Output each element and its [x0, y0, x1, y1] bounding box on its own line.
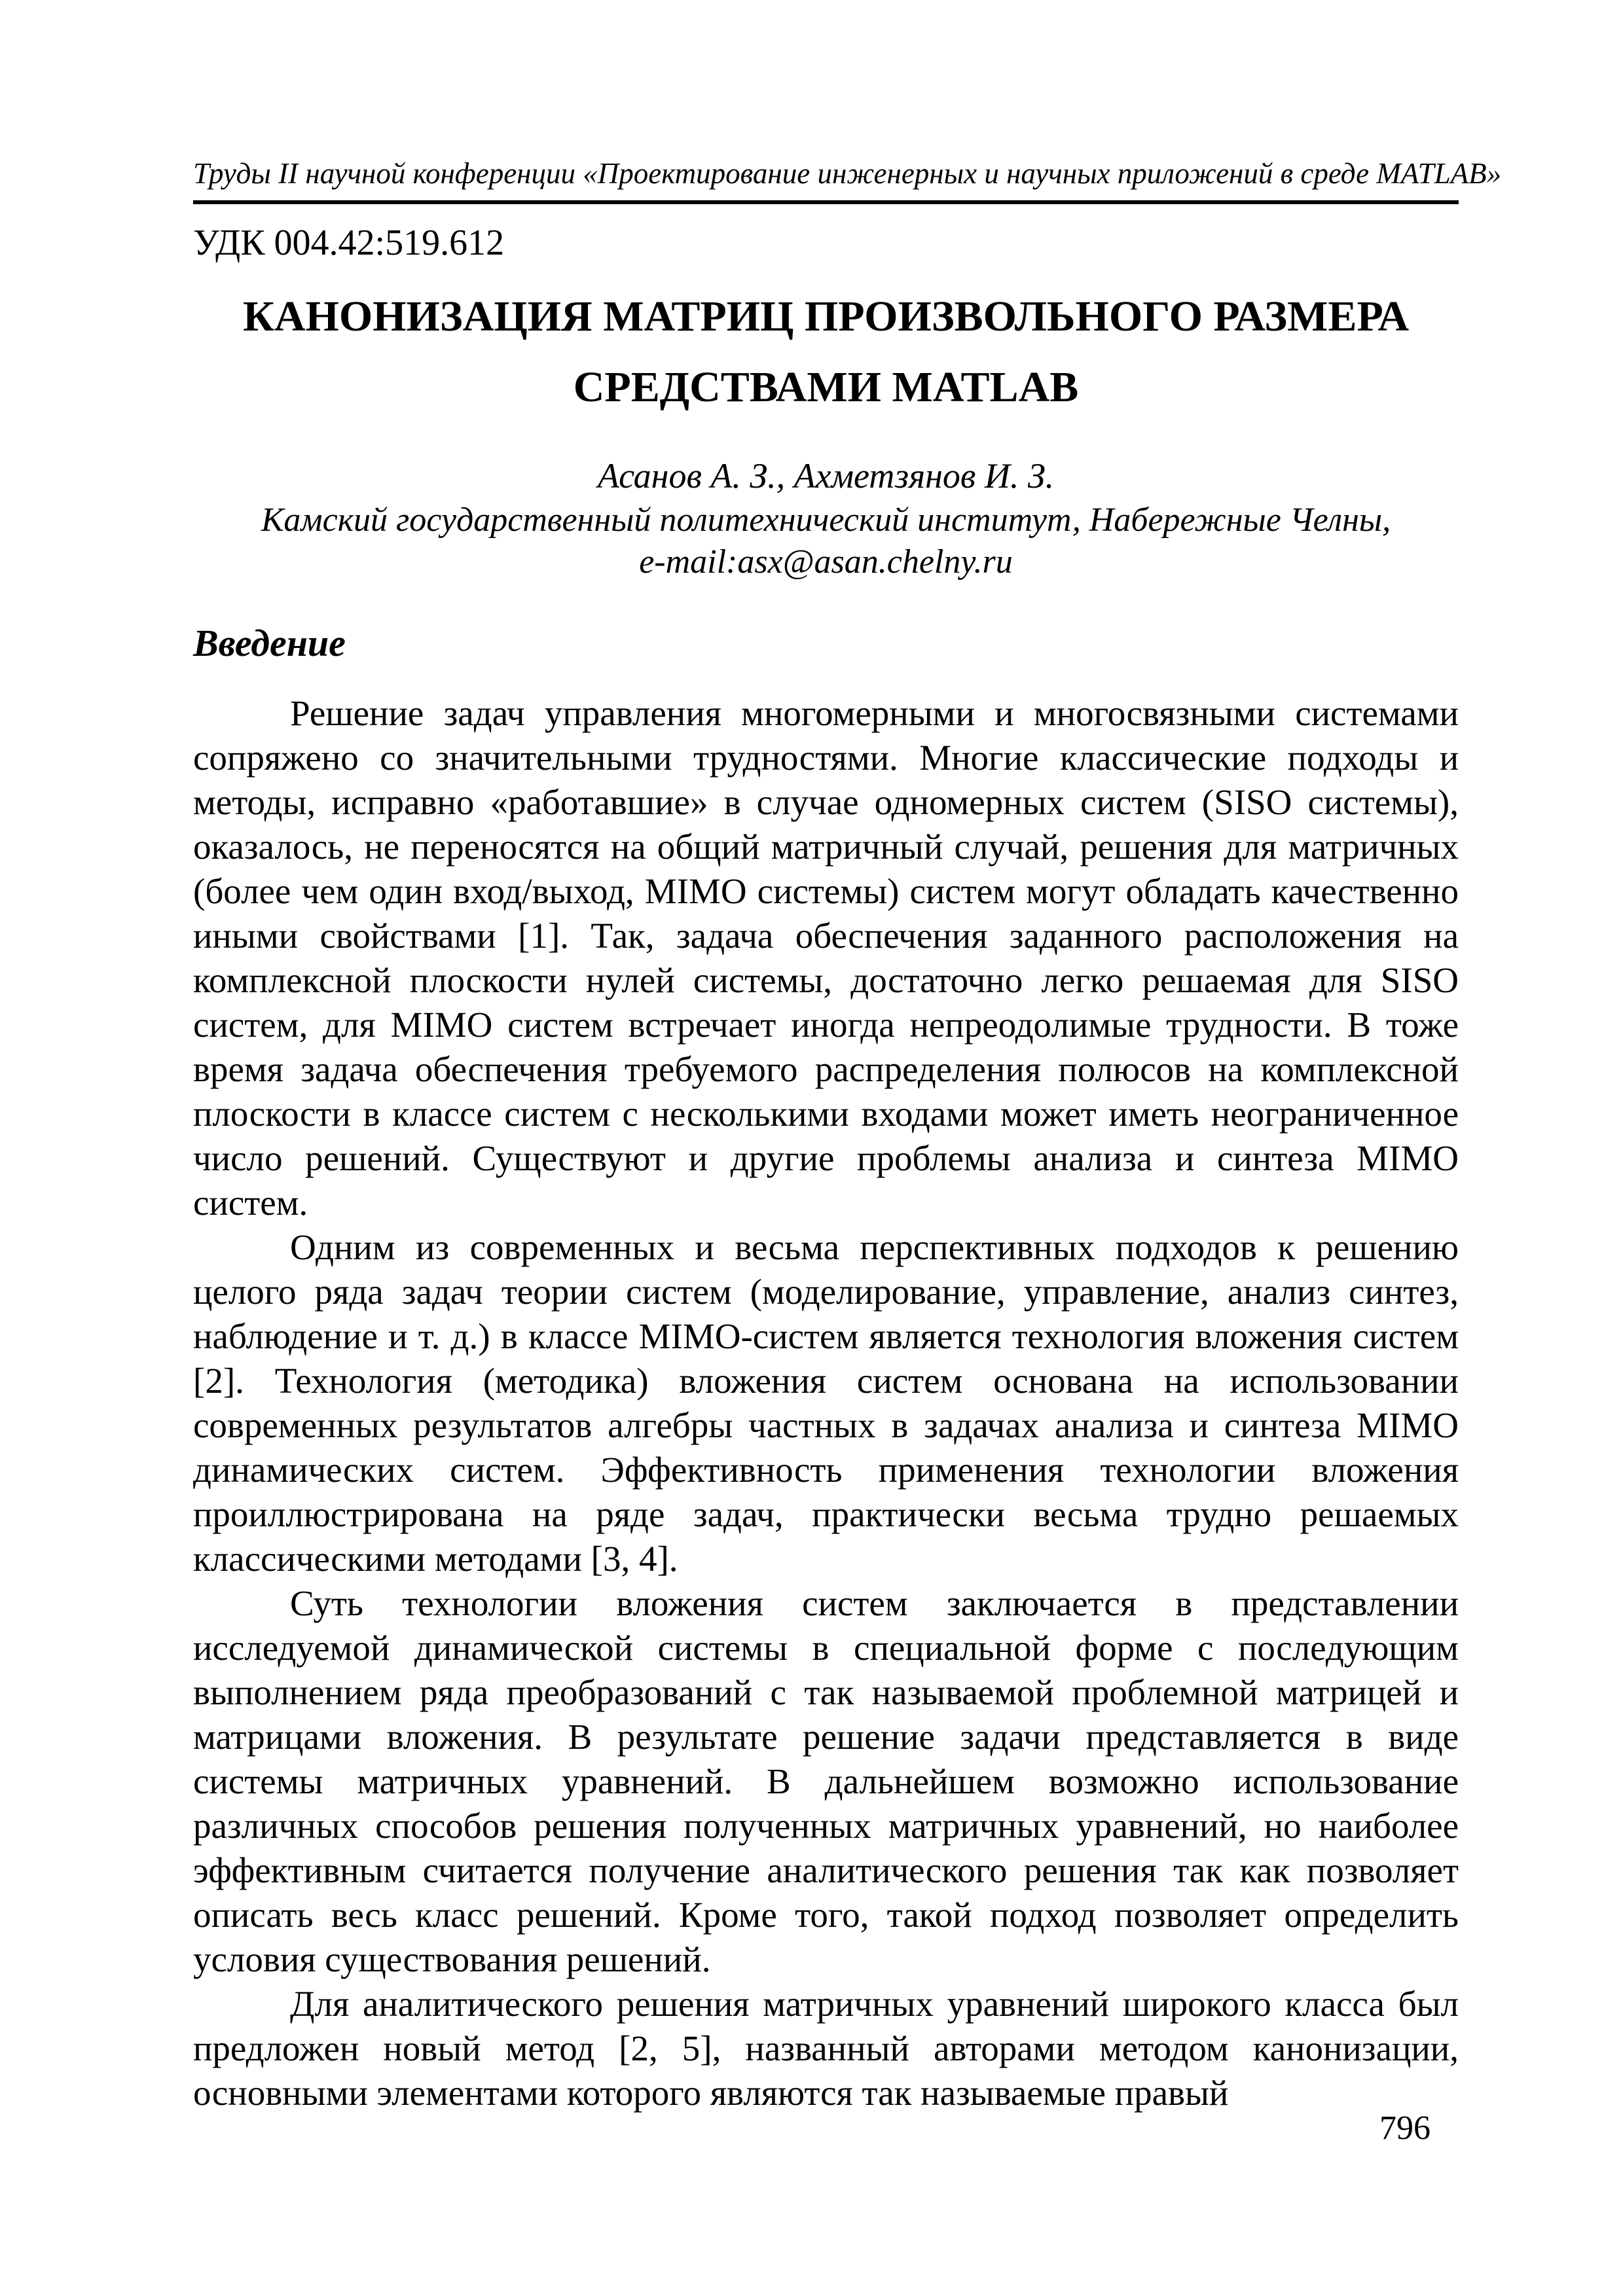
paper-title-line1: КАНОНИЗАЦИЯ МАТРИЦ ПРОИЗВОЛЬНОГО РАЗМЕРА — [243, 293, 1409, 340]
paragraph-2: Одним из современных и весьма перспективных подходов к решению целого ряда задач теории систем (моделирование, управление, анализ синтез, наблюдение и т. д.) в классе MIMO-систем является технология вложения систем [2]. Технология (методика) вложения систем основана на использовании современных результатов алгебры частных в задачах анализа и синтеза MIMO динамических систем. Эффективность применения технологии вложения проиллюстрирована на ряде задач, практически весьма трудно решаемых классическими методами [3, 4]. — [193, 1227, 1459, 1579]
affiliation-line: Камский государственный политехнический институт, Набережные Челны, — [261, 501, 1391, 539]
paragraph-3: Суть технологии вложения систем заключается в представлении исследуемой динамической системы в специальной форме с последующим выполнением ряда преобразований с так называемой проблемной матрицей и матрицами вложения. В результате решение задачи представляется в виде системы матричных уравнений. В дальнейшем возможно использование различных способов решения полученных матричных уравнений, но наиболее эффективным считается получение аналитического решения так как позволяет описать весь класс решений. Кроме того, такой подход позволяет определить условия существования решений. — [193, 1583, 1459, 1979]
paragraph-1: Решение задач управления многомерными и многосвязными системами сопряжено со значительными трудностями. Многие классические подходы и методы, исправно «работавшие» в случае одномерных систем (SISO системы), оказалось, не переносятся на общий матричный случай, решения для матричных (более чем один вход/выход, MIMO системы) систем могут обладать качественно иными свойствами [1]. Так, задача обеспечения заданного расположения на комплексной плоскости нулей системы, достаточно легко решаемая для SISO систем, для MIMO систем встречает иногда непреодолимые трудности. В тоже время задача обеспечения требуемого распределения полюсов на комплексной плоскости в классе систем с несколькими входами может иметь неограниченное число решений. Существуют и другие проблемы анализа и синтеза MIMO систем. — [193, 693, 1459, 1223]
authors-line: Асанов А. З., Ахметзянов И. З. — [597, 456, 1055, 495]
running-head — [193, 156, 1502, 204]
introduction-body — [193, 691, 1459, 2115]
email-line: e-mail:asx@asan.chelny.ru — [639, 543, 1013, 581]
paragraph-4: Для аналитического решения матричных уравнений широкого класса был предложен новый метод [2, 5], названный авторами методом канонизации, основными элементами которого являются так называемые правый — [193, 1984, 1459, 2113]
paper-title-line2: СРЕДСТВАМИ MATLAB — [573, 363, 1079, 411]
running-head-text: Труды II научной конференции «Проектирование инженерных и научных приложений в среде MATLAB» — [193, 157, 1502, 190]
paper-title — [193, 281, 1459, 423]
section-heading-introduction: Введение — [193, 622, 346, 664]
udc-code: УДК 004.42:519.612 — [193, 223, 505, 263]
page-number: 796 — [1379, 2109, 1431, 2147]
